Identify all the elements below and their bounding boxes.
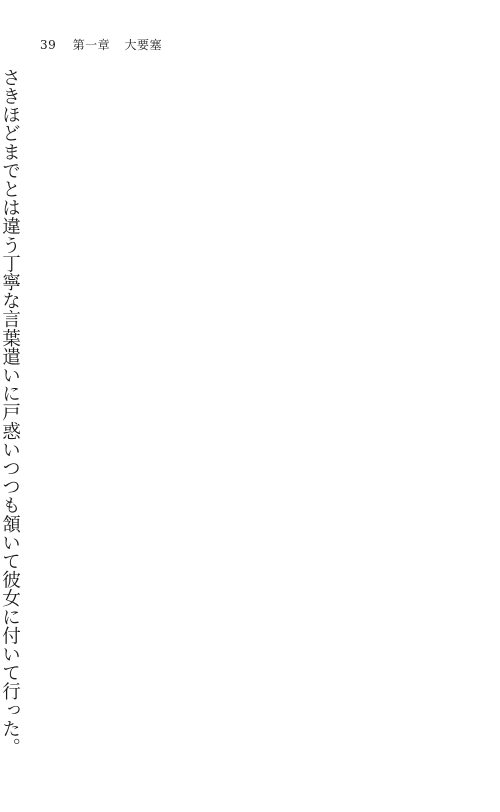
page-header (40, 36, 162, 53)
body-text (0, 68, 70, 757)
chapter-label: 第一章 (72, 38, 111, 52)
chapter-title: 大要塞 (124, 38, 162, 52)
page-number: 39 (40, 38, 57, 52)
text-line: さきほどまでとは違う丁寧な言葉遣いに戸惑いつつも頷いて彼女に付いて行った。 (0, 68, 21, 757)
